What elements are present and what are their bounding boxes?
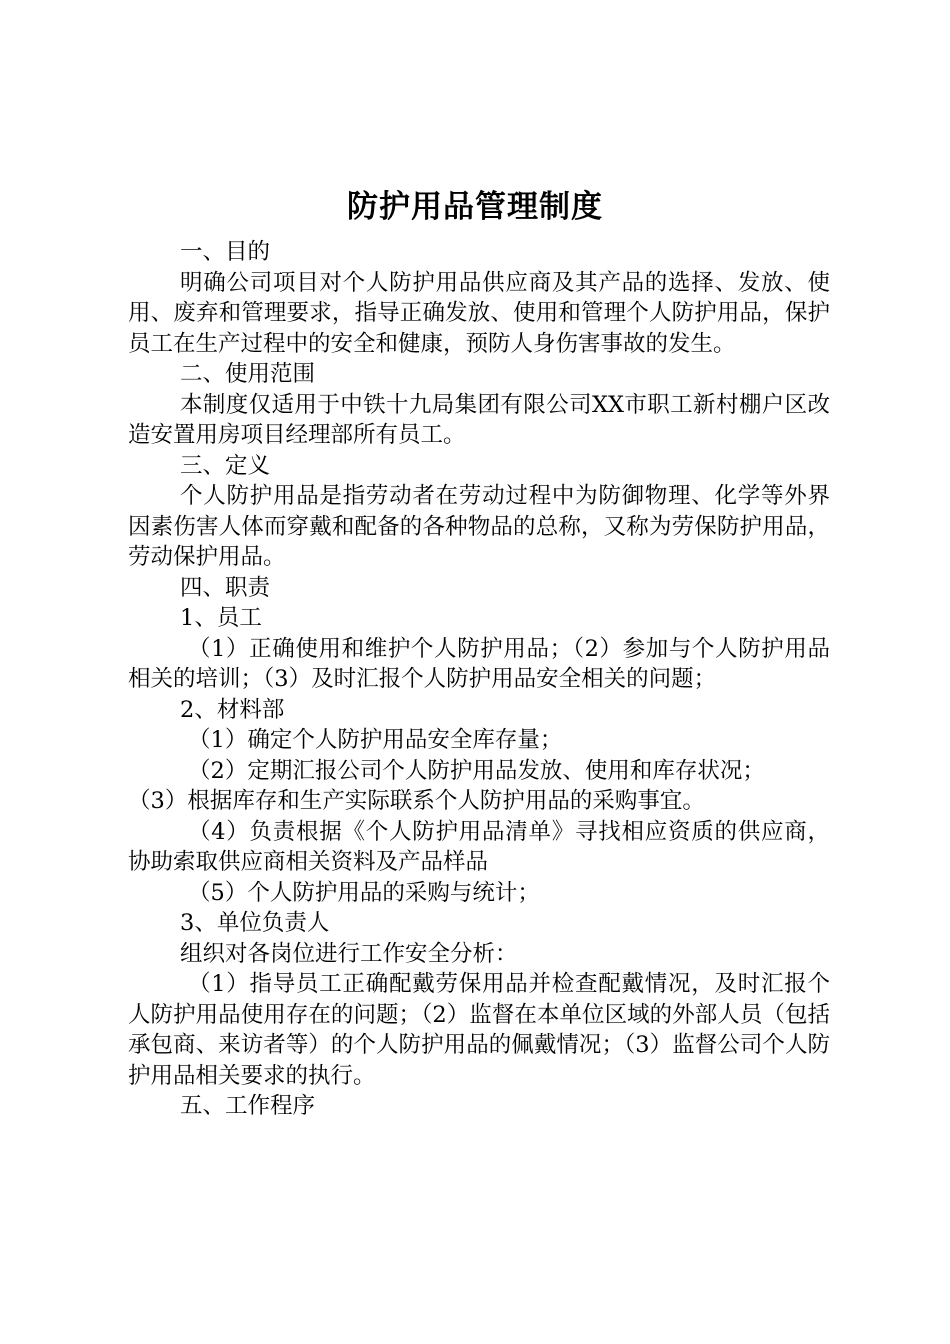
subheading-employees: 1、员工 (180, 605, 262, 631)
list-item: （1）确定个人防护用品安全库存量； (188, 727, 563, 753)
list-item: （3）根据库存和生产实际联系个人防护用品的采购事宜。 (128, 788, 705, 814)
paragraph-unit-leader-duties: （1）指导员工正确配戴劳保用品并检查配戴情况，及时汇报个人防护用品使用存在的问题；（2）监督在本单位区域的外部人员（包括承包商、来访者等）的个人防护用品的佩戴情况；（3）监督公司个人防护用品相关要求的执行。 (128, 971, 830, 1089)
paragraph-unit-leader-intro: 组织对各岗位进行工作安全分析： (180, 940, 518, 967)
section-heading-definition: 三、定义 (180, 452, 271, 479)
section-heading-scope: 二、使用范围 (180, 361, 316, 387)
paragraph-purpose: 明确公司项目对个人防护用品供应商及其产品的选择、发放、使用、废弃和管理要求，指导正确发放、使用和管理个人防护用品，保护员工在生产过程中的安全和健康，预防人身伤害事故的发生。 (128, 269, 830, 357)
paragraph-definition: 个人防护用品是指劳动者在劳动过程中为防御物理、化学等外界因素伤害人体而穿戴和配备的各种物品的总称，又称为劳保防护用品，劳动保护用品。 (128, 483, 830, 570)
paragraph-employee-duties: （1）正确使用和维护个人防护用品；（2）参加与个人防护用品相关的培训；（3）及时汇报个人防护用品安全相关的问题； (128, 635, 830, 692)
list-item: （2）定期汇报公司个人防护用品发放、使用和库存状况； (188, 757, 765, 784)
document-title: 防护用品管理制度 (347, 189, 603, 225)
section-heading-procedure: 五、工作程序 (180, 1093, 316, 1119)
document-body (128, 237, 830, 1122)
paragraph-scope: 本制度仅适用于中铁十九局集团有限公司XX市职工新村棚户区改造安置用房项目经理部所有员工。 (128, 391, 830, 448)
section-heading-purpose: 一、目的 (180, 239, 271, 265)
subheading-unit-leader: 3、单位负责人 (180, 910, 330, 936)
section-heading-duties: 四、职责 (180, 574, 271, 601)
subheading-materials-dept: 2、材料部 (180, 696, 285, 723)
list-item: （5）个人防护用品的采购与统计； (188, 879, 540, 906)
list-item: （4）负责根据《个人防护用品清单》寻找相应资质的供应商，协助索取供应商相关资料及产品样品 (128, 818, 830, 875)
